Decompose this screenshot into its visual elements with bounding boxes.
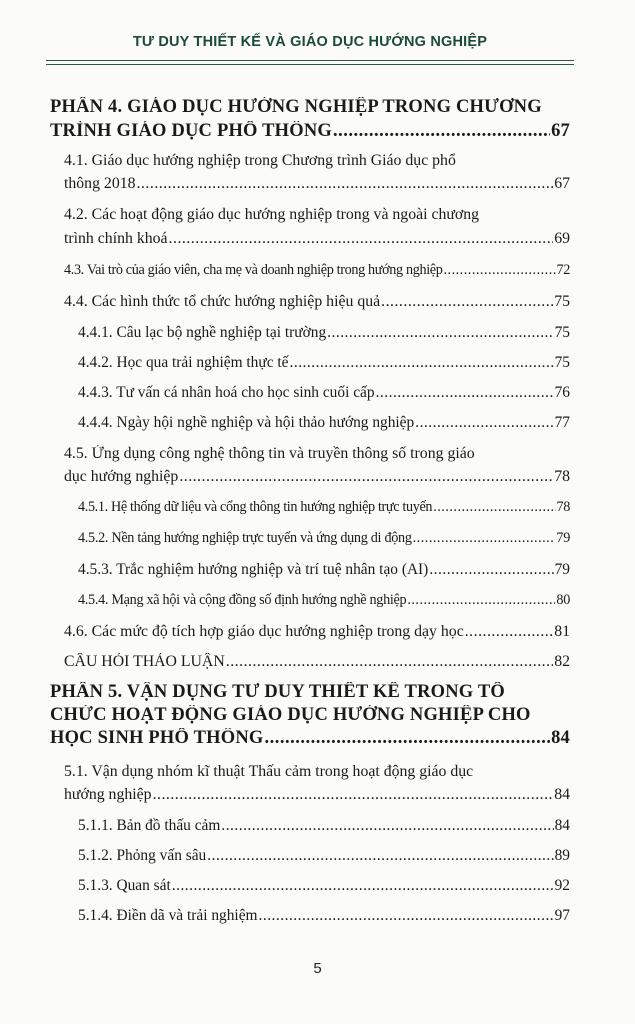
toc-part4-title-line2: TRÌNH GIÁO DỤC PHỔ THÔNG [50,121,332,141]
leader-dots [169,230,554,248]
toc-4-5-entry: dục hướng nghiệp ..... 78 [64,468,570,486]
leader-dots [226,653,553,671]
toc-4-2-entry: trình chính khoá ..... 69 [64,230,570,248]
leader-dots [381,293,553,311]
page-ref: 75 [554,324,570,341]
toc-5-1-4-entry: 5.1.4. Điền dã và trải nghiệm ..... 97 [78,907,570,925]
toc-part5-entry [50,728,570,749]
page-ref: 75 [554,293,570,310]
toc-4-5-2-entry: 4.5.2. Nền tảng hướng nghiệp trực tuyến và ứng dụng di động ..... 79 [78,530,570,547]
toc-4-3-entry: 4.3. Vai trò của giáo viên, cha mẹ và doanh nghiệp trong hướng nghiệp ..... 72 [64,262,570,279]
leader-dots [376,384,554,402]
toc-part5-title-line1: PHẦN 5. VẬN DỤNG TƯ DUY THIẾT KẾ TRONG TỔ [50,682,506,702]
leader-dots [465,623,553,641]
page-ref: 67 [554,175,570,192]
toc-5-1-entry: hướng nghiệp ..... 84 [64,786,570,804]
page-ref: 76 [554,384,570,401]
toc-questions-entry: CÂU HỎI THẢO LUẬN ..... 82 [64,653,570,671]
toc-5-1-3-entry: 5.1.3. Quan sát ..... 92 [78,877,570,895]
toc-5-1-2-entry: 5.1.2. Phỏng vấn sâu ..... 89 [78,847,570,865]
page-ref: 72 [556,262,570,278]
page-ref: 82 [554,653,570,670]
page-ref: 97 [554,907,570,924]
page-ref: 75 [554,354,570,371]
toc-5-1-line1: 5.1. Vận dụng nhóm kĩ thuật Thấu cảm trong hoạt động giáo dục [64,763,474,780]
page-ref: 84 [554,786,570,803]
page-ref: 81 [554,623,570,640]
running-header: TƯ DUY THIẾT KẾ VÀ GIÁO DỤC HƯỚNG NGHIỆP [132,34,488,50]
page-number: 5 [313,960,322,977]
leader-dots [443,262,555,279]
toc-part4-entry [50,121,570,142]
page-ref: 78 [556,499,570,515]
toc-4-6-entry: 4.6. Các mức độ tích hợp giáo dục hướng nghiệp trong dạy học ..... 81 [64,623,570,641]
page-ref: 67 [551,121,570,141]
leader-dots [153,786,554,804]
leader-dots [407,592,555,609]
page-ref: 92 [554,877,570,894]
page-ref: 89 [554,847,570,864]
page-ref: 69 [554,230,570,247]
toc-4-1-entry: thông 2018 ..... 67 [64,175,570,193]
page-ref: 84 [551,728,570,748]
leader-dots [413,530,556,547]
toc-4-2-line1: 4.2. Các hoạt động giáo dục hướng nghiệp trong và ngoài chương [64,206,480,223]
leader-dots [429,561,553,579]
leader-dots [207,847,553,865]
leader-dots [327,324,553,342]
toc-5-1-1-entry: 5.1.1. Bản đồ thấu cảm ..... 84 [78,817,570,835]
toc-4-5-3-entry: 4.5.3. Trắc nghiệm hướng nghiệp và trí tuệ nhân tạo (AI) ..... 79 [78,561,570,579]
toc-4-4-2-entry: 4.4.2. Học qua trải nghiệm thực tế ..... 75 [78,354,570,372]
leader-dots [264,728,550,749]
page-ref: 84 [554,817,570,834]
page-ref: 78 [554,468,570,485]
toc-4-1-line1: 4.1. Giáo dục hướng nghiệp trong Chương trình Giáo dục phổ [64,152,456,169]
toc-4-4-entry: 4.4. Các hình thức tổ chức hướng nghiệp hiệu quả ..... 75 [64,293,570,311]
header-rule-top [46,60,574,61]
leader-dots [333,121,550,142]
toc-4-5-4-entry: 4.5.4. Mạng xã hội và cộng đồng số định hướng nghề nghiệp ..... 80 [78,592,570,609]
toc-part5-title-line2: CHỨC HOẠT ĐỘNG GIÁO DỤC HƯỚNG NGHIỆP CHO [50,705,531,725]
leader-dots [415,414,553,432]
leader-dots [259,907,554,925]
leader-dots [179,468,553,486]
toc-part5-title-line3: HỌC SINH PHỔ THÔNG [50,728,264,748]
leader-dots [290,354,554,372]
leader-dots [433,499,555,516]
header-rule-bottom [46,64,574,65]
page-ref: 79 [554,561,570,578]
page-ref: 79 [556,530,570,546]
leader-dots [137,175,554,193]
toc-4-5-1-entry: 4.5.1. Hệ thống dữ liệu và cổng thông tin hướng nghiệp trực tuyến ..... 78 [78,499,570,516]
page-ref: 77 [554,414,570,431]
toc-4-4-1-entry: 4.4.1. Câu lạc bộ nghề nghiệp tại trường ..... 75 [78,324,570,342]
toc-part4-title-line1: PHẦN 4. GIÁO DỤC HƯỚNG NGHIỆP TRONG CHƯƠNG [50,97,542,117]
leader-dots [172,877,554,895]
page-ref: 80 [556,592,570,608]
toc-4-5-line1: 4.5. Ứng dụng công nghệ thông tin và truyền thông số trong giáo [64,445,475,462]
toc-4-4-4-entry: 4.4.4. Ngày hội nghề nghiệp và hội thảo hướng nghiệp ..... 77 [78,414,570,432]
toc-4-4-3-entry: 4.4.3. Tư vấn cá nhân hoá cho học sinh cuối cấp ..... 76 [78,384,570,402]
leader-dots [221,817,553,835]
